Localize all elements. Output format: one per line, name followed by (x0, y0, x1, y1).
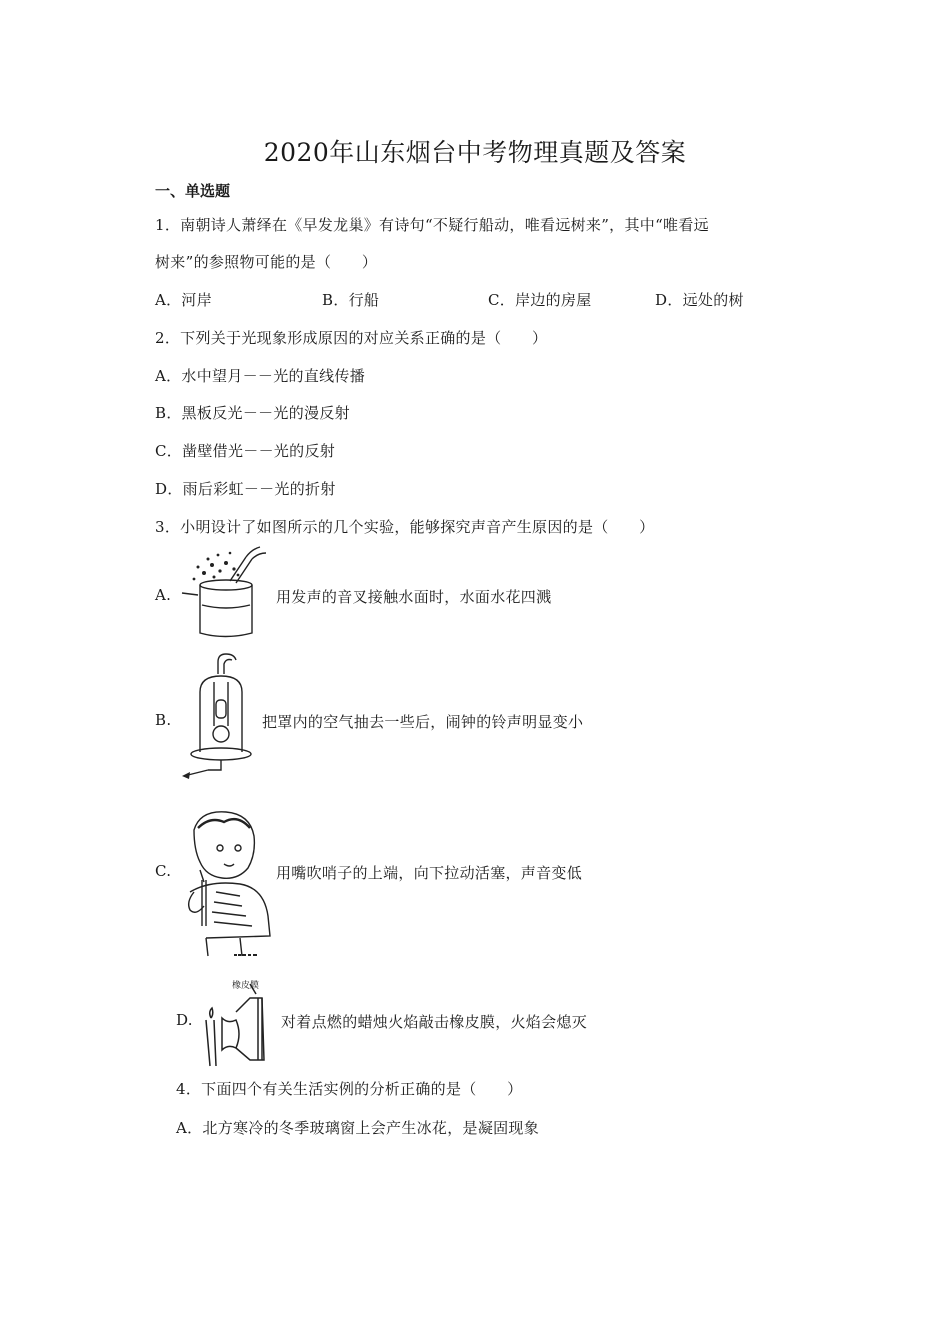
q4-stem: 4．下面四个有关生活实例的分析正确的是（ ） (176, 1080, 523, 1098)
q3-option-a-text: 用发声的音叉接触水面时，水面水花四溅 (276, 588, 552, 606)
q3-option-d-text: 对着点燃的蜡烛火焰敲击橡皮膜，火焰会熄灭 (281, 1013, 588, 1031)
q1-stem-line1: 1．南朝诗人萧绎在《早发龙巢》有诗句“不疑行船动，唯看远树来”，其中“唯看远 (155, 216, 709, 234)
q1-option-c: C．岸边的房屋 (488, 291, 592, 309)
q1-stem-line2: 树来”的参照物可能的是（ ） (155, 253, 378, 271)
q4-option-a: A．北方寒冷的冬季玻璃窗上会产生冰花，是凝固现象 (176, 1119, 540, 1137)
rubber-membrane-label: 橡皮膜 (232, 981, 260, 991)
q3-option-b-text: 把罩内的空气抽去一些后，闹钟的铃声明显变小 (262, 713, 584, 731)
section-heading: 一、单选题 (155, 182, 231, 200)
q2-option-c: C．凿壁借光－－光的反射 (155, 442, 336, 460)
page-title: 2020年山东烟台中考物理真题及答案 (263, 138, 687, 167)
q2-option-d: D．雨后彩虹－－光的折射 (155, 480, 336, 498)
q2-option-a: A．水中望月－－光的直线传播 (155, 367, 366, 385)
q1-option-b: B．行船 (322, 291, 380, 309)
q1-option-d: D．远处的树 (655, 291, 744, 309)
q1-option-a: A．河岸 (155, 291, 213, 309)
q3-option-b-label: B. (155, 711, 172, 729)
bell-jar-vacuum-figure (178, 652, 262, 787)
q3-option-c-label: C. (155, 862, 172, 880)
q2-stem: 2．下列关于光现象形成原因的对应关系正确的是（ ） (155, 329, 548, 347)
tuning-fork-water-figure (180, 545, 272, 640)
q3-stem: 3．小明设计了如图所示的几个实验，能够探究声音产生原因的是（ ） (155, 518, 655, 536)
q3-option-d-label: D. (176, 1011, 193, 1029)
boy-blowing-whistle-figure (180, 806, 275, 961)
q3-option-c-text: 用嘴吹哨子的上端，向下拉动活塞，声音变低 (276, 864, 583, 882)
q3-option-a-label: A. (155, 586, 172, 604)
q2-option-b: B．黑板反光－－光的漫反射 (155, 404, 350, 422)
